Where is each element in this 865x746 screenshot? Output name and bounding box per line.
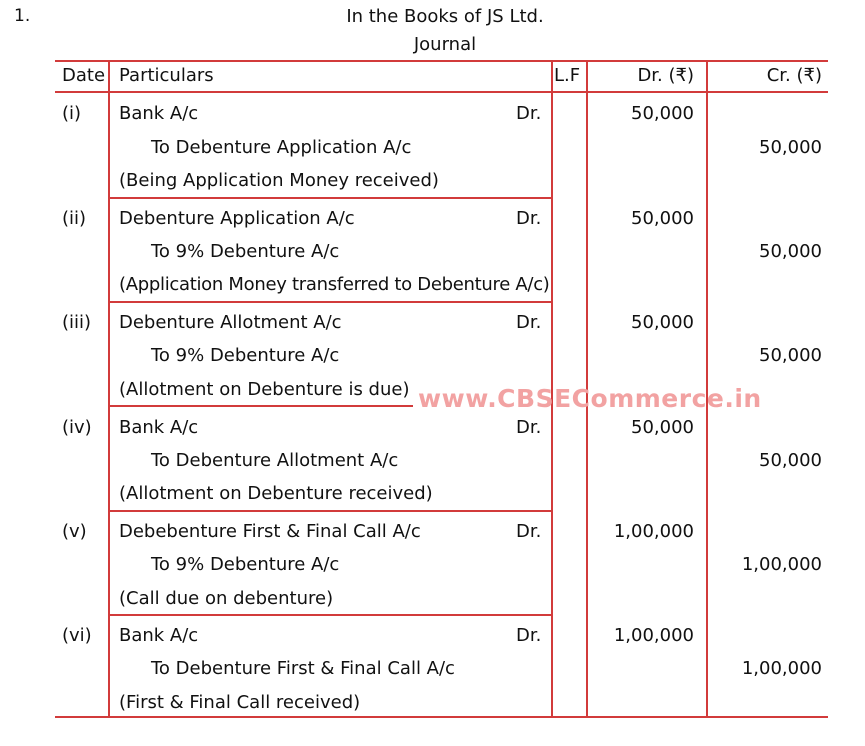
dr-marker: Dr. bbox=[516, 521, 542, 542]
entry-separator bbox=[108, 197, 553, 199]
debit-account: Bank A/c bbox=[119, 417, 199, 438]
cr-amount: 50,000 bbox=[759, 137, 822, 158]
header-dr: Dr. (₹) bbox=[637, 65, 694, 86]
entry-date: (iv) bbox=[62, 417, 92, 438]
header-bottom-rule bbox=[55, 91, 828, 93]
credit-account: To Debenture First & Final Call A/c bbox=[151, 658, 455, 679]
watermark: www.CBSECommerce.in bbox=[418, 384, 762, 413]
table-bottom-rule bbox=[55, 716, 828, 718]
dr-marker: Dr. bbox=[516, 625, 542, 646]
header-date: Date bbox=[62, 65, 106, 86]
col-divider-date bbox=[108, 60, 110, 718]
header-particulars: Particulars bbox=[119, 65, 214, 86]
cr-amount: 1,00,000 bbox=[741, 658, 822, 679]
cr-amount: 1,00,000 bbox=[741, 554, 822, 575]
credit-account: To 9% Debenture A/c bbox=[151, 345, 340, 366]
credit-account: To 9% Debenture A/c bbox=[151, 554, 340, 575]
debit-account: Bank A/c bbox=[119, 625, 199, 646]
cr-amount: 50,000 bbox=[759, 450, 822, 471]
dr-amount: 50,000 bbox=[631, 208, 694, 229]
narration: (Allotment on Debenture is due) bbox=[119, 379, 410, 400]
dr-amount: 1,00,000 bbox=[613, 625, 694, 646]
dr-marker: Dr. bbox=[516, 312, 542, 333]
debit-account: Bank A/c bbox=[119, 103, 199, 124]
narration: (Allotment on Debenture received) bbox=[119, 483, 433, 504]
entry-date: (v) bbox=[62, 521, 87, 542]
table-top-rule bbox=[55, 60, 828, 62]
entry-separator bbox=[108, 301, 553, 303]
entry-separator bbox=[108, 510, 553, 512]
debit-account: Debenture Allotment A/c bbox=[119, 312, 342, 333]
credit-account: To 9% Debenture A/c bbox=[151, 241, 340, 262]
entry-date: (iii) bbox=[62, 312, 92, 333]
entry-separator bbox=[108, 405, 413, 407]
dr-marker: Dr. bbox=[516, 103, 542, 124]
entry-separator bbox=[108, 614, 553, 616]
narration: (Call due on debenture) bbox=[119, 588, 334, 609]
entry-date: (vi) bbox=[62, 625, 92, 646]
dr-amount: 50,000 bbox=[631, 312, 694, 333]
narration: (First & Final Call received) bbox=[119, 692, 361, 713]
credit-account: To Debenture Allotment A/c bbox=[151, 450, 399, 471]
debit-account: Debebenture First & Final Call A/c bbox=[119, 521, 421, 542]
dr-marker: Dr. bbox=[516, 417, 542, 438]
cr-amount: 50,000 bbox=[759, 345, 822, 366]
cr-amount: 50,000 bbox=[759, 241, 822, 262]
header-cr: Cr. (₹) bbox=[766, 65, 822, 86]
dr-amount: 1,00,000 bbox=[613, 521, 694, 542]
credit-account: To Debenture Application A/c bbox=[151, 137, 412, 158]
question-number: 1. bbox=[14, 6, 31, 26]
narration: (Being Application Money received) bbox=[119, 170, 439, 191]
dr-amount: 50,000 bbox=[631, 103, 694, 124]
entry-date: (ii) bbox=[62, 208, 87, 229]
entry-date: (i) bbox=[62, 103, 82, 124]
narration: (Application Money transferred to Debenture A/c) bbox=[119, 274, 550, 295]
dr-amount: 50,000 bbox=[631, 417, 694, 438]
dr-marker: Dr. bbox=[516, 208, 542, 229]
debit-account: Debenture Application A/c bbox=[119, 208, 355, 229]
page-subtitle: Journal bbox=[413, 34, 477, 55]
header-lf: L.F bbox=[554, 65, 581, 86]
page-title: In the Books of JS Ltd. bbox=[346, 6, 544, 27]
